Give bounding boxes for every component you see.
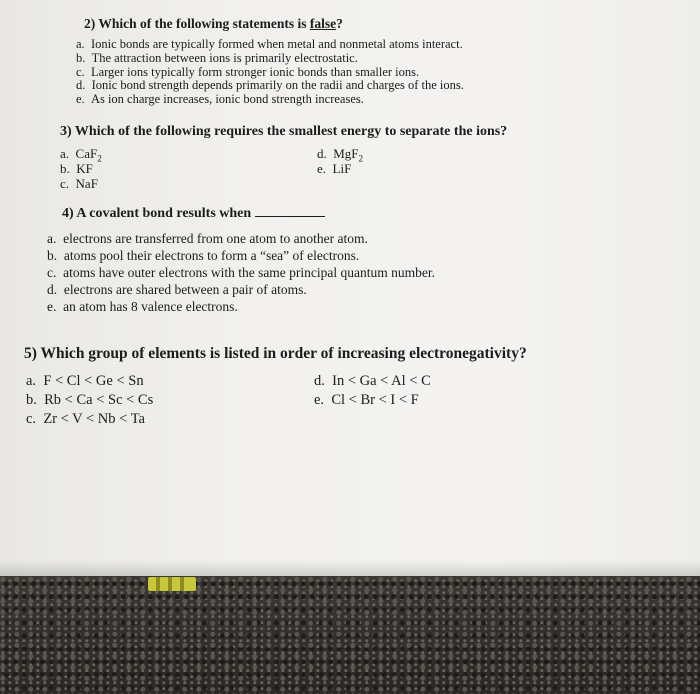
option-text: Larger ions typically form stronger ionic bonds than smaller ions. <box>90 65 420 79</box>
option-letter: a. <box>60 146 70 161</box>
option-text: Ionic bond strength depends primarily on the radii and charges of the ions. <box>91 78 464 92</box>
q4-option-a <box>47 232 368 246</box>
q3-option-c <box>60 177 98 190</box>
option-formula: MgF <box>333 146 359 161</box>
option-text: The attraction between ions is primarily electrostatic. <box>91 51 358 65</box>
option-formula: NaF <box>75 176 98 191</box>
q3-option-d <box>317 146 364 164</box>
q5-option-d <box>314 374 431 389</box>
q3-option-a <box>60 146 102 164</box>
q4-option-d <box>47 283 307 297</box>
option-letter: a. <box>76 37 85 51</box>
question-4-text: 4) A covalent bond results when <box>62 206 252 221</box>
option-text: F < Cl < Ge < Sn <box>43 373 144 389</box>
question-2-suffix: ? <box>336 16 343 31</box>
q5-option-b <box>26 393 153 408</box>
option-letter: e. <box>76 92 85 106</box>
option-letter: c. <box>60 176 70 191</box>
option-text: Cl < Br < I < F <box>331 392 419 408</box>
q2-option-d <box>76 79 464 92</box>
option-letter: e. <box>314 392 325 408</box>
question-4 <box>62 207 325 221</box>
answer-blank <box>255 216 325 217</box>
q5-option-e <box>314 393 419 408</box>
option-text: Rb < Ca < Sc < Cs <box>44 392 154 408</box>
q4-option-e <box>47 300 238 314</box>
option-letter: c. <box>76 65 85 79</box>
option-text: Ionic bonds are typically formed when metal and nonmetal atoms interact. <box>90 37 463 51</box>
option-letter: a. <box>26 373 37 389</box>
pencil-icon <box>148 577 196 591</box>
question-2 <box>84 17 343 31</box>
q3-option-e <box>317 162 351 175</box>
q2-option-c <box>76 66 419 79</box>
option-letter: b. <box>60 161 70 176</box>
q3-option-b <box>60 162 93 175</box>
option-formula: LiF <box>332 161 352 176</box>
question-2-number: 2) <box>84 16 96 31</box>
option-formula: KF <box>76 161 93 176</box>
option-letter: a. <box>47 231 57 246</box>
option-text: In < Ga < Al < C <box>332 373 431 389</box>
question-2-prefix: Which of the following statements is <box>98 16 307 31</box>
option-letter: e. <box>317 161 327 176</box>
question-2-emphasis: false <box>309 16 337 31</box>
q2-option-b <box>76 52 358 65</box>
option-letter: c. <box>26 411 37 427</box>
option-letter: b. <box>47 248 58 263</box>
option-letter: d. <box>314 373 325 389</box>
option-letter: d. <box>76 78 86 92</box>
option-text: electrons are shared between a pair of atoms. <box>63 282 307 297</box>
q2-option-a <box>76 38 463 51</box>
option-letter: b. <box>26 392 37 408</box>
option-letter: b. <box>76 51 86 65</box>
option-text: atoms pool their electrons to form a “sea” of electrons. <box>63 248 360 263</box>
option-subscript: 2 <box>97 153 102 164</box>
question-5: 5) Which group of elements is listed in order of increasing electronegativity? <box>24 345 527 362</box>
carpet-background <box>0 576 700 694</box>
option-subscript: 2 <box>358 153 364 164</box>
option-formula: CaF <box>75 146 98 161</box>
option-text: As ion charge increases, ionic bond strength increases. <box>90 92 364 106</box>
option-text: an atom has 8 valence electrons. <box>63 299 238 314</box>
q2-option-e <box>76 93 364 106</box>
q4-option-b <box>47 249 359 263</box>
option-letter: d. <box>317 146 327 161</box>
option-text: atoms have outer electrons with the same principal quantum number. <box>63 265 436 280</box>
option-letter: e. <box>47 299 57 314</box>
option-text: Zr < V < Nb < Ta <box>43 411 145 427</box>
option-letter: d. <box>47 282 58 297</box>
question-3: 3) Which of the following requires the smallest energy to separate the ions? <box>60 124 508 139</box>
q5-option-a <box>26 374 144 389</box>
option-text: electrons are transferred from one atom to another atom. <box>63 231 368 246</box>
q4-option-c <box>47 266 435 280</box>
q5-option-c <box>26 412 145 427</box>
option-letter: c. <box>47 265 57 280</box>
